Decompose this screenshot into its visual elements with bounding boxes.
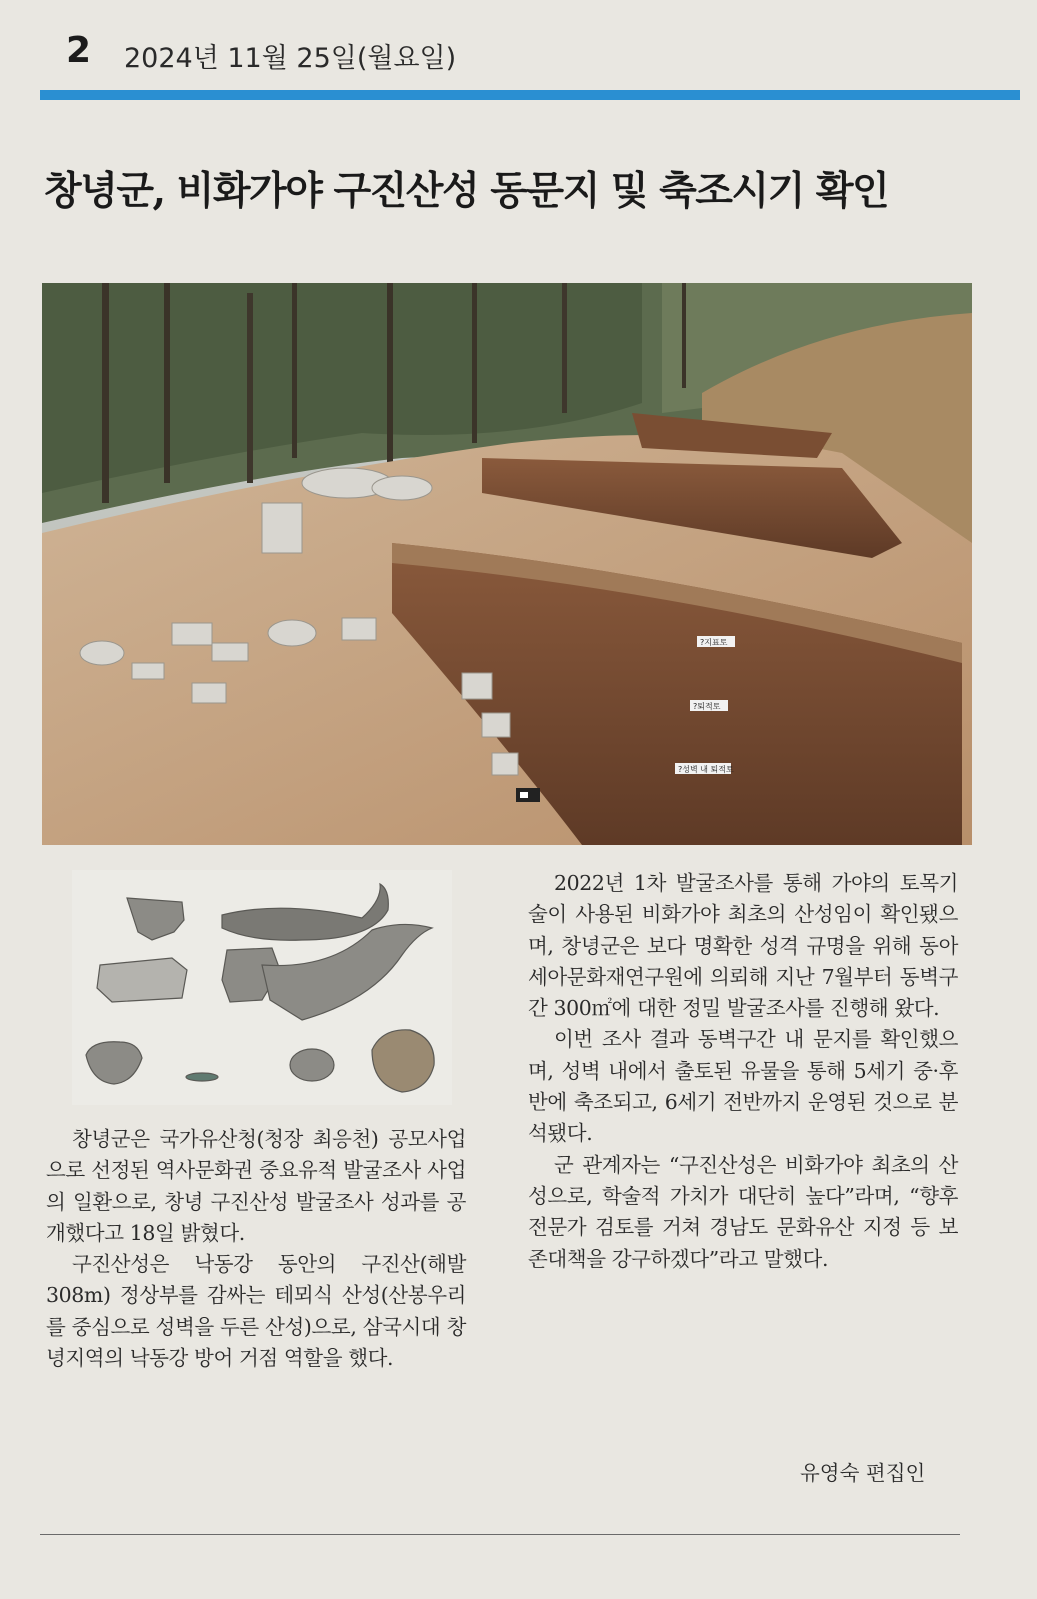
photo-label-1: ?지표토: [700, 638, 728, 647]
pottery-shards-drawing: [72, 870, 452, 1105]
article-paragraph: 2022년 1차 발굴조사를 통해 가야의 토목기술이 사용된 비화가야 최초의 산성임이 확인됐으며, 창녕군은 보다 명확한 성격 규명을 위해 동아세아문화재연구원에 의뢰해 지난 7월부터 동벽구간 300㎡에 대한 정밀 발굴조사를 진행해 왔다.: [528, 871, 958, 1021]
photo-label-3: ?성벽 내 퇴적토: [678, 765, 734, 774]
page-number: 2: [66, 30, 92, 71]
article-paragraph: 이번 조사 결과 동벽구간 내 문지를 확인했으며, 성벽 내에서 출토된 유물을 통해 5세기 중·후반에 축조되고, 6세기 전반까지 운영된 것으로 분석됐다.: [528, 1027, 958, 1146]
photo-label-2: ?퇴적토: [693, 702, 721, 711]
article-paragraph: 창녕군은 국가유산청(청장 최응천) 공모사업으로 선정된 역사문화권 중요유적 발굴조사 사업의 일환으로, 창녕 구진산성 발굴조사 성과를 공개했다고 18일 밝혔다.: [46, 1127, 466, 1245]
excavation-site-photo: [42, 283, 972, 845]
header-rule: [40, 90, 1020, 100]
excavation-photo-drawing: [42, 283, 972, 845]
article-headline: 창녕군, 비화가야 구진산성 동문지 및 축조시기 확인: [44, 168, 889, 214]
article-body-left-column: [46, 1124, 466, 1374]
page-header: [66, 30, 966, 82]
issue-date: 2024년 11월 25일(월요일): [124, 43, 457, 74]
editor-byline: 유영숙 편집인: [800, 1461, 926, 1485]
artifact-photo: [72, 870, 452, 1105]
article-paragraph: 군 관계자는 “구진산성은 비화가야 최초의 산성으로, 학술적 가치가 대단히 높다”라며, “향후 전문가 검토를 거쳐 경남도 문화유산 지정 등 보존대책을 강구하겠다”라고 말했다.: [528, 1152, 958, 1271]
article-body-right-column: [528, 868, 958, 1275]
bottom-rule: [40, 1534, 960, 1535]
article-paragraph: 구진산성은 낙동강 동안의 구진산(해발 308m) 정상부를 감싸는 테뫼식 산성(산봉우리를 중심으로 성벽을 두른 산성)으로, 삼국시대 창녕지역의 낙동강 방어 거점 역할을 했다.: [46, 1252, 466, 1371]
